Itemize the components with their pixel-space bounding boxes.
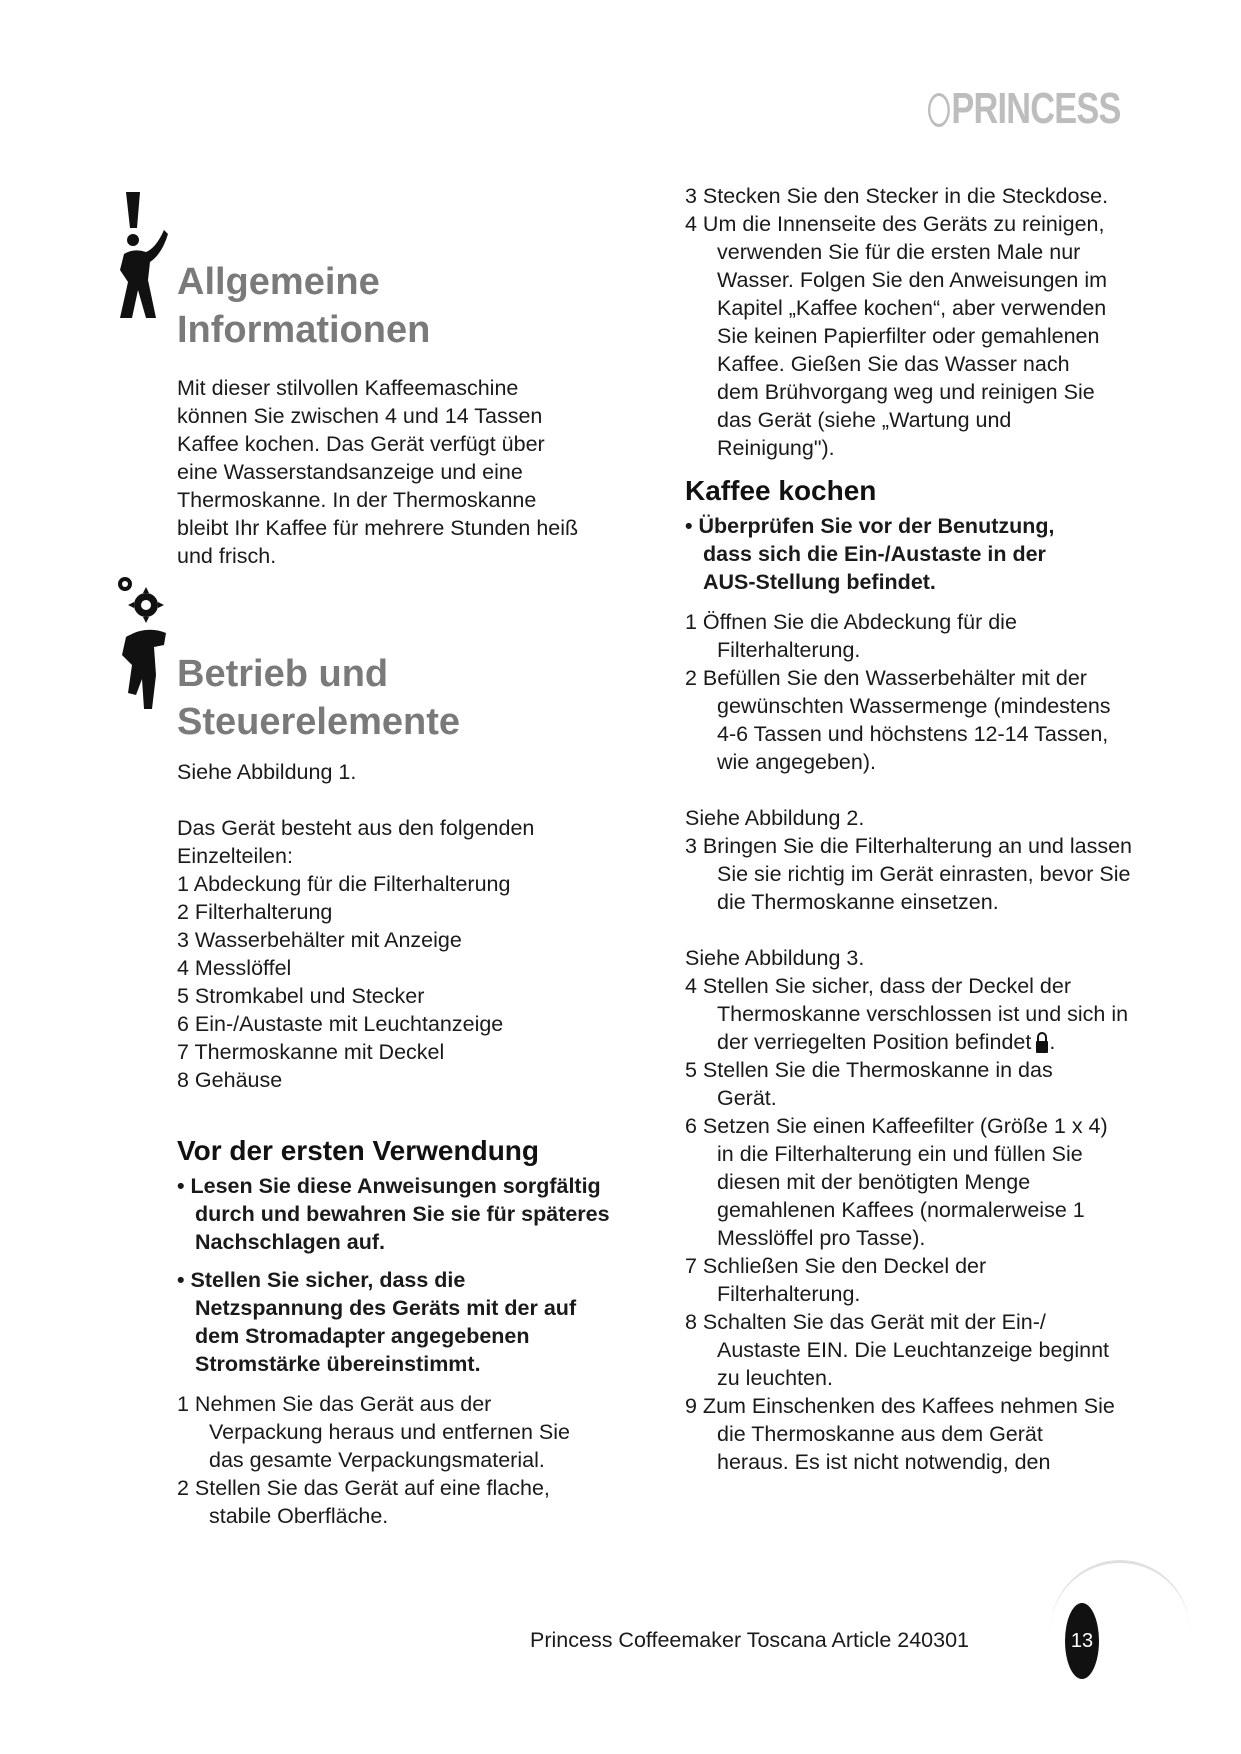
parts-list (177, 870, 617, 1094)
section-title-general: Allgemeine Informationen (177, 261, 431, 351)
list-item: 3 Stecken Sie den Stecker in die Steckdose. (685, 184, 1109, 208)
list-item: 1 Öffnen Sie die Abdeckung für die Filterhalterung. (685, 610, 1017, 662)
list-item: 1 Nehmen Sie das Gerät aus der Verpackung heraus und entfernen Sie das gesamte Verpackungsmaterial. (177, 1392, 570, 1472)
list-item: 6 Setzen Sie einen Kaffeefilter (Größe 1 x 4) in die Filterhalterung ein und füllen Sie diesen mit der benötigten Menge gemahlenen Kaffees (normalerweise 1 Messlöffel pro Tasse). (685, 1114, 1108, 1250)
exclamation-figure-icon (116, 190, 176, 320)
list-item: 8 Schalten Sie das Gerät mit der Ein-/ Austaste EIN. Die Leuchtanzeige beginnt zu leuchten. (685, 1310, 1110, 1390)
right-column (685, 182, 1133, 1476)
list-item: 5 Stellen Sie die Thermoskanne in das Gerät. (685, 1058, 1053, 1110)
list-item: 5 Stromkabel und Stecker (177, 984, 425, 1008)
first-use-steps-continued (685, 182, 1115, 462)
list-item: 8 Gehäuse (177, 1068, 283, 1092)
list-item: 2 Stellen Sie das Gerät auf eine flache, stabile Oberfläche. (177, 1476, 550, 1528)
list-item: 4 Um die Innenseite des Geräts zu reinigen, verwenden Sie für die ersten Male nur Wasser. Folgen Sie den Anweisungen im Kapitel „Kaffee kochen“, aber verwenden Sie keinen Papierfilter oder gemahlenen Kaffee. Gießen Sie das Wasser nach dem Brühvorgang weg und reinigen Sie das Gerät (siehe „Wartung und Reinigung"). (685, 212, 1108, 460)
see-figure-1: Siehe Abbildung 1. (177, 760, 357, 784)
list-item: 4 Stellen Sie sicher, dass der Deckel der Thermoskanne verschlossen ist und sich in der verriegelten Position befindet . (685, 974, 1129, 1054)
see-figure-2: Siehe Abbildung 2. (685, 806, 865, 830)
section-title-operation: Betrieb und Steuerelemente (177, 653, 461, 743)
list-item: 3 Wasserbehälter mit Anzeige (177, 928, 462, 952)
general-body: Mit dieser stilvollen Kaffeemaschine können Sie zwischen 4 und 14 Tassen Kaffee kochen. Das Gerät verfügt über eine Wasserstandsanzeige und eine Thermoskanne. In der Thermoskanne bleibt Ihr Kaffee für mehrere Stunden heiß und frisch. (177, 376, 579, 568)
list-item: 4 Messlöffel (177, 956, 292, 980)
brewing-steps-a (685, 608, 1115, 776)
footer-text: Princess Coffeemaker Toscana Article 240301 (530, 1628, 970, 1652)
parts-intro: Das Gerät besteht aus den folgenden Einzelteilen: (177, 816, 535, 868)
gear-figure-icon (116, 575, 176, 710)
lock-icon (1035, 1031, 1049, 1053)
section-title-first-use: Vor der ersten Verwendung (177, 1135, 540, 1166)
list-item: 1 Abdeckung für die Filterhalterung (177, 872, 511, 896)
bullet-switch-off: • Überprüfen Sie vor der Benutzung, dass sich die Ein-/Austaste in der AUS-Stellung befindet. (685, 514, 1055, 594)
bullet-read-instructions: • Lesen Sie diese Anweisungen sorgfältig durch und bewahren Sie sie für späteres Nachschlagen auf. (177, 1174, 610, 1254)
see-figure-3: Siehe Abbildung 3. (685, 946, 865, 970)
brewing-steps-b (685, 1056, 1115, 1476)
bullet-check-voltage: • Stellen Sie sicher, dass die Netzspannung des Geräts mit der auf dem Stromadapter angegebenen Stromstärke übereinstimmt. (177, 1268, 577, 1376)
section-title-brewing: Kaffee kochen (685, 475, 877, 506)
first-use-steps (177, 1390, 597, 1530)
list-item: 9 Zum Einschenken des Kaffees nehmen Sie die Thermoskanne aus dem Gerät heraus. Es ist nicht notwendig, den (685, 1394, 1115, 1474)
logo-mark-icon (928, 93, 950, 127)
list-item: 6 Ein-/Austaste mit Leuchtanzeige (177, 1012, 504, 1036)
brand-logo: PRINCESS (928, 84, 1121, 134)
list-item: 7 Schließen Sie den Deckel der Filterhalterung. (685, 1254, 987, 1306)
list-item: 7 Thermoskanne mit Deckel (177, 1040, 445, 1064)
list-item: 2 Befüllen Sie den Wasserbehälter mit der gewünschten Wassermenge (mindestens 4-6 Tassen und höchstens 12-14 Tassen, wie angegeben). (685, 666, 1111, 774)
list-item: 2 Filterhalterung (177, 900, 333, 924)
left-column (177, 180, 617, 1530)
list-item: 3 Bringen Sie die Filterhalterung an und lassen Sie sie richtig im Gerät einrasten, bevor Sie die Thermoskanne einsetzen. (685, 834, 1133, 914)
page-number: 13 (1065, 1603, 1099, 1679)
